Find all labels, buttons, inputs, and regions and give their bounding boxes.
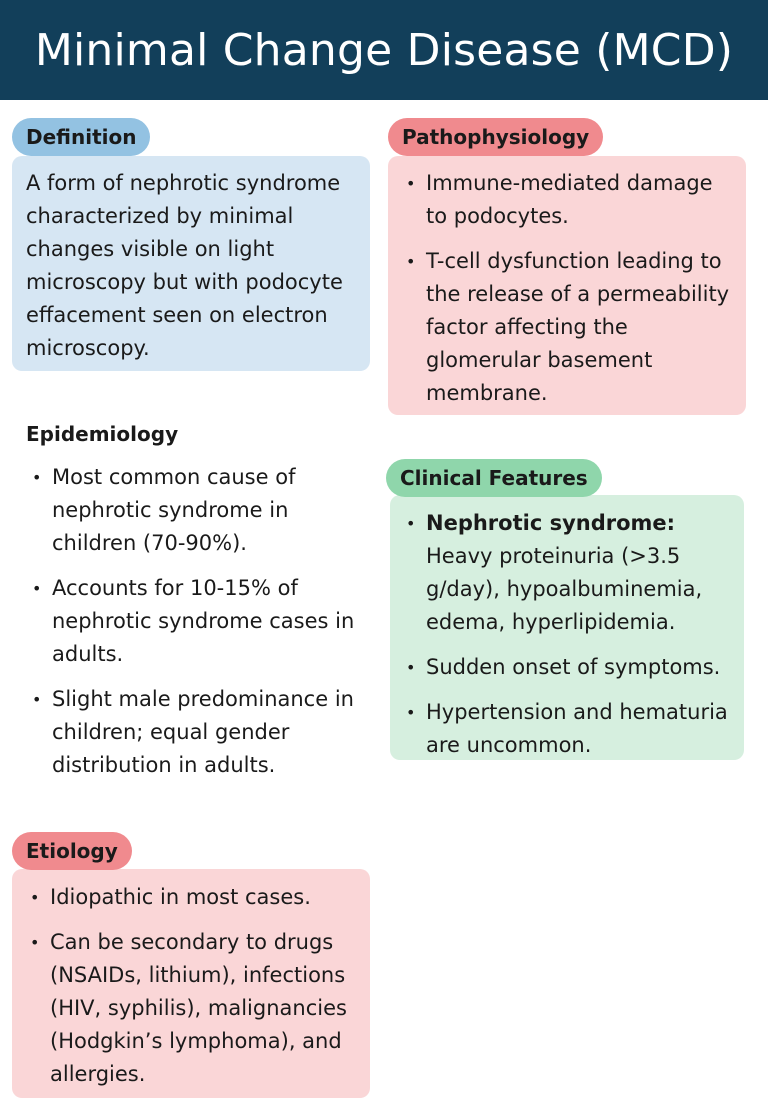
- nephrotic-syndrome-description: Heavy proteinuria (>3.5 g/day), hypoalbuminemia, edema, hyperlipidemia.: [426, 544, 703, 634]
- clinical-features-label-text: Clinical Features: [400, 466, 588, 490]
- definition-label: [12, 118, 150, 156]
- list-item: [400, 507, 734, 639]
- list-item: • Immune-mediated damage to podocytes.: [400, 167, 734, 233]
- pathophysiology-label: [388, 118, 603, 156]
- list-item: • Accounts for 10-15% of nephrotic syndrome cases in adults.: [26, 572, 371, 671]
- list-item: • Sudden onset of symptoms.: [400, 651, 734, 684]
- list-item: • Hypertension and hematuria are uncommon.: [400, 696, 734, 762]
- etiology-box: [12, 869, 370, 1098]
- clinical-features-box: [390, 495, 744, 760]
- epidemiology-heading: Epidemiology: [26, 422, 179, 446]
- title-banner: [0, 0, 768, 100]
- pathophysiology-label-text: Pathophysiology: [402, 125, 590, 149]
- definition-label-text: Definition: [26, 125, 137, 149]
- page-title: Minimal Change Disease (MCD): [34, 24, 734, 76]
- epidemiology-list: [26, 461, 371, 782]
- pathophysiology-box: [388, 156, 746, 415]
- list-item: • T-cell dysfunction leading to the release of a permeability factor affecting the glomerular basement membrane.: [400, 245, 734, 410]
- definition-text: A form of nephrotic syndrome characterized by minimal changes visible on light microscopy but with podocyte effacement seen on electron microscopy.: [26, 171, 343, 360]
- definition-box: [12, 156, 370, 371]
- epidemiology-section: [26, 461, 371, 782]
- nephrotic-syndrome-term: Nephrotic syndrome:: [426, 511, 676, 535]
- list-item: • Slight male predominance in children; equal gender distribution in adults.: [26, 683, 371, 782]
- etiology-label-text: Etiology: [26, 839, 118, 863]
- clinical-features-label: [386, 459, 602, 497]
- list-item: • Can be secondary to drugs (NSAIDs, lithium), infections (HIV, syphilis), malignancies (Hodgkin’s lymphoma), and allergies.: [24, 926, 358, 1091]
- list-item: • Most common cause of nephrotic syndrome in children (70-90%).: [26, 461, 371, 560]
- pathophysiology-list: [400, 167, 734, 410]
- clinical-features-list: [400, 507, 734, 762]
- etiology-list: [24, 881, 358, 1091]
- list-item: • Idiopathic in most cases.: [24, 881, 358, 914]
- etiology-label: [12, 832, 132, 870]
